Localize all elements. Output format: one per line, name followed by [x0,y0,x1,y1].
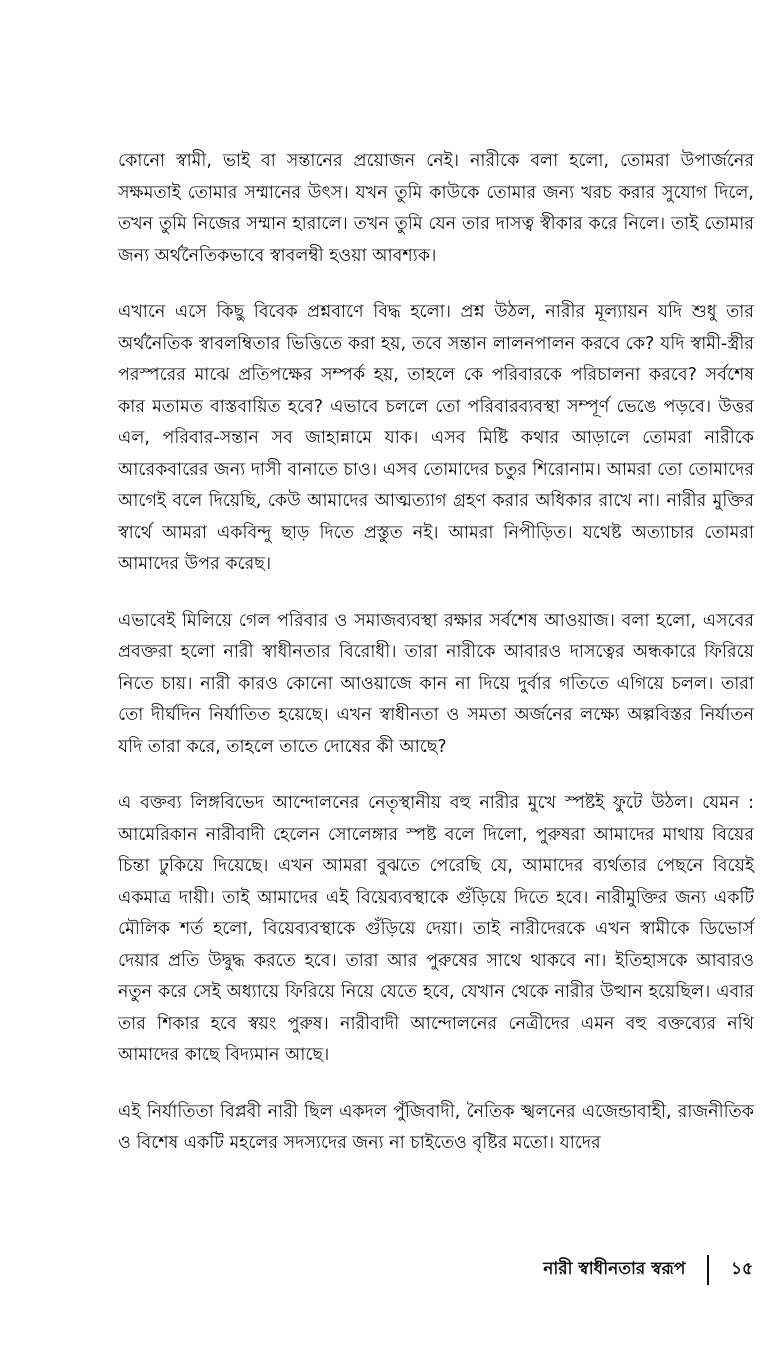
page-footer [543,1254,753,1286]
running-title: নারী স্বাধীনতার স্বরূপ [543,1259,686,1279]
paragraph-4: এ বক্তব্য লিঙ্গবিভেদ আন্দোলনের নেতৃস্থানীয় বহু নারীর মুখে স্পষ্টই ফুটে উঠল। যেমন : আমেরিকান নারীবাদী হেলেন সোলেঙ্গার স্পষ্ট বলে দিলো, পুরুষরা আমাদের মাথায় বিয়ের চিন্তা ঢুকিয়ে দিয়েছে। এখন আমরা বুঝতে পেরেছি যে, আমাদের ব্যর্থতার পেছনে বিয়েই একমাত্র দায়ী। তাই আমাদের এই বিয়েব্যবস্থাকে গুঁড়িয়ে দিতে হবে। নারীমুক্তির জন্য একটি মৌলিক শর্ত হলো, বিয়েব্যবস্থাকে গুঁড়িয়ে দেয়া। তাই নারীদেরকে এখন স্বামীকে ডিভোর্স দেয়ার প্রতি উদ্বুদ্ধ করতে হবে। তারা আর পুরুষের সাথে থাকবে না। ইতিহাসকে আবারও নতুন করে সেই অধ্যায়ে ফিরিয়ে নিয়ে যেতে হবে, যেখান থেকে নারীর উত্থান হয়েছিল। এবার তার শিকার হবে স্বয়ং পুরুষ। নারীবাদী আন্দোলনের নেত্রীদের এমন বহু বক্তব্যের নথি আমাদের কাছে বিদ্যমান আছে। [118,793,754,1065]
paragraph-3: এভাবেই মিলিয়ে গেল পরিবার ও সমাজব্যবস্থা রক্ষার সর্বশেষ আওয়াজ। বলা হলো, এসবের প্রবক্তরা হলো নারী স্বাধীনতার বিরোধী। তারা নারীকে আবারও দাসত্বের অন্ধকারে ফিরিয়ে নিতে চায়। নারী কারও কোনো আওয়াজে কান না দিয়ে দুর্বার গতিতে এগিয়ে চলল। তারা তো দীর্ঘদিন নির্যাতিত হয়েছে। এখন স্বাধীনতা ও সমতা অর্জনের লক্ষ্যে অল্পবিস্তর নির্যাতন যদি তারা করে, তাহলে তাতে দোষের কী আছে? [118,610,754,757]
footer-divider [707,1255,709,1285]
paragraph-5: এই নির্যাতিতা বিপ্লবী নারী ছিল একদল পুঁজিবাদী, নৈতিক স্খলনের এজেন্ডাবাহী, রাজনীতিক ও বিশেষ একটি মহলের সদস্যদের জন্য না চাইতেও বৃষ্টির মতো। যাদের [118,1101,754,1153]
page-number: ১৫ [730,1259,753,1279]
body-text [118,146,754,1185]
paragraph-2: এখানে এসে কিছু বিবেক প্রশ্নবাণে বিদ্ধ হলো। প্রশ্ন উঠল, নারীর মূল্যায়ন যদি শুধু তার অর্থনৈতিক স্বাবলম্বিতার ভিত্তিতে করা হয়, তবে সন্তান লালনপালন করবে কে? যদি স্বামী-স্ত্রীর পরস্পরের মাঝে প্রতিপক্ষের সম্পর্ক হয়, তাহলে কে পরিবারকে পরিচালনা করবে? সর্বশেষ কার মতামত বাস্তবায়িত হবে? এভাবে চললে তো পরিবারব্যবস্থা সম্পূর্ণ ভেঙে পড়বে। উত্তর এল, পরিবার-সন্তান সব জাহান্নামে যাক। এসব মিষ্টি কথার আড়ালে তোমরা নারীকে আরেকবারের জন্য দাসী বানাতে চাও। এসব তোমাদের চতুর শিরোনাম। আমরা তো তোমাদের আগেই বলে দিয়েছি, কেউ আমাদের আত্মত্যাগ গ্রহণ করার অধিকার রাখে না। নারীর মুক্তির স্বার্থে আমরা একবিন্দু ছাড় দিতে প্রস্তুত নই। আমরা নিপীড়িত। যথেষ্ট অত্যাচার তোমরা আমাদের উপর করেছ। [118,302,754,574]
paragraph-1: কোনো স্বামী, ভাই বা সন্তানের প্রয়োজন নেই। নারীকে বলা হলো, তোমরা উপার্জনের সক্ষমতাই তোমার সম্মানের উৎস। যখন তুমি কাউকে তোমার জন্য খরচ করার সুযোগ দিলে, তখন তুমি নিজের সম্মান হারালে। তখন তুমি যেন তার দাসত্ব স্বীকার করে নিলে। তাই তোমার জন্য অর্থনৈতিকভাবে স্বাবলম্বী হওয়া আবশ্যক। [118,151,754,266]
